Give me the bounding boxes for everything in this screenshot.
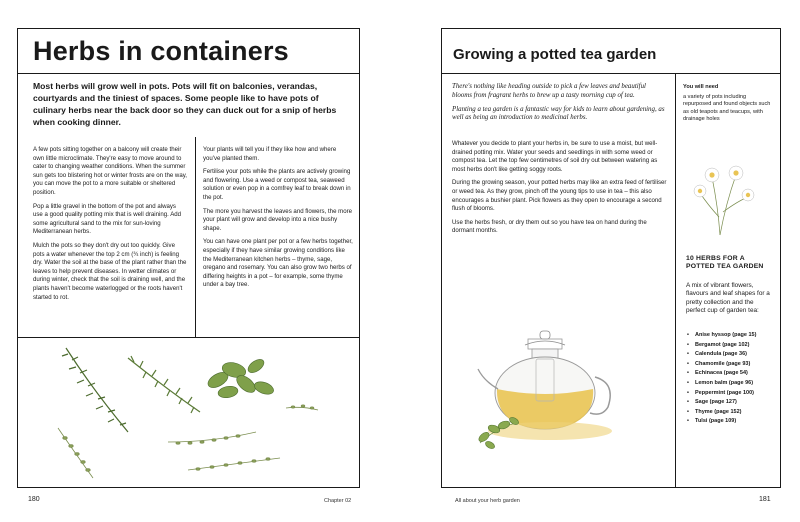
paragraph: The more you harvest the leaves and flowers, the more your plant will grow and develop into a nice bushy shape. bbox=[203, 207, 353, 232]
paragraph: Fertilise your pots while the plants are actively growing and flowering. Use a weed or compost tea, seaweed solution or even pop in a comfrey leaf to break down in the pot. bbox=[203, 168, 351, 201]
page-title: Herbs in containers bbox=[33, 36, 289, 66]
herb-list-item bbox=[687, 332, 777, 339]
bullet-icon: • bbox=[687, 418, 689, 425]
herb-list-item bbox=[687, 361, 777, 368]
paragraph: Use the herbs fresh, or dry them out so you have tea on hand during the dormant months. bbox=[452, 218, 647, 235]
herb-list-item-label: Lemon balm (page 96) bbox=[695, 379, 754, 386]
you-will-need-text: a variety of pots including repurposed and found objects such as old teapots and teacups, with drainage holes bbox=[683, 93, 771, 123]
herb-list-item bbox=[687, 409, 777, 416]
page-title: Growing a potted tea garden bbox=[453, 46, 657, 63]
herb-list-item-label: Echinacea (page 54) bbox=[695, 370, 748, 377]
paragraph: A few pots sitting together on a balcony will create their own little microclimate. They're easy to move around to cater to changing weather conditions. When the summer sun gets too blistering hot or winter frosts are on the way, you can move the pot to a more suitable or sheltered position. bbox=[33, 146, 188, 196]
paragraph: During the growing season, your potted herbs may like an extra feed of fertiliser or weed tea. As they grow, pinch off the young tips to use in tea – this also encourages a bushier plant. Pick flowers as they open to encourage a second flush of blooms. bbox=[452, 179, 667, 213]
paragraph: Your plants will tell you if they like how and where you've planted them. bbox=[203, 146, 337, 162]
you-will-need-box bbox=[683, 84, 775, 124]
bullet-icon: • bbox=[687, 379, 689, 386]
paragraph: Mulch the pots so they don't dry out too quickly. Give pots a water whenever the top 2 cm (¾ inch) is feeling dry. Water the soil at the base of the plant rather than the leaves to help prevent diseases. In wetter climates or during winter, check that the soil is draining well, and the plants haven't become waterlogged or the roots haven't started to rot. bbox=[33, 241, 187, 301]
left-title-divider bbox=[17, 73, 360, 74]
right-page-number: 181 bbox=[759, 496, 771, 503]
herb-list-item-label: Chamomile (page 93) bbox=[695, 360, 751, 367]
intro-italic bbox=[452, 83, 667, 128]
paragraph: You can have one plant per pot or a few herbs together, especially if they have similar growing conditions like the Mediterranean kitchen herbs – thyme, sage, oregano and rosemary. You can also grow two herbs of differing heights in a pot – for example, some thyme under a bay tree. bbox=[203, 238, 353, 289]
sage-leaves bbox=[205, 357, 275, 399]
herb-list-item bbox=[687, 380, 777, 387]
bullet-icon: • bbox=[687, 360, 689, 367]
glass-teapot-illustration bbox=[470, 325, 670, 485]
herb-box-heading: 10 HERBS FOR A POTTED TEA GARDEN bbox=[686, 255, 764, 271]
bullet-icon: • bbox=[687, 370, 689, 377]
intro-paragraph: Most herbs will grow well in pots. Pots will fit on balconies, verandas, courtyards and the tiniest of spaces. Some people like to have pots of culinary herbs near the back door so they can duck out for a snip of herbs when cooking dinner. bbox=[33, 81, 337, 127]
paragraph: Pop a little gravel in the bottom of the pot and always use a good quality potting mix that is well draining. Add some agricultural sand to the mix for sun-loving Mediterranean herbs. bbox=[33, 202, 182, 236]
bullet-icon: • bbox=[687, 332, 689, 338]
herb-list-item bbox=[687, 390, 777, 397]
rosemary-sprig bbox=[128, 356, 200, 413]
herb-list-item bbox=[687, 399, 777, 406]
you-will-need-heading: You will need bbox=[683, 84, 719, 90]
herb-list-item-label: Calendula (page 36) bbox=[695, 351, 747, 358]
herb-box-text: A mix of vibrant flowers, flavours and leaf shapes for a pretty collection and the perfect cup of garden tea: bbox=[686, 282, 770, 315]
herb-list-item bbox=[687, 351, 777, 358]
bullet-icon: • bbox=[687, 408, 689, 415]
chamomile-illustration bbox=[690, 157, 760, 237]
right-body bbox=[452, 140, 667, 241]
chamomile-flower bbox=[694, 166, 754, 201]
bullet-icon: • bbox=[687, 399, 689, 406]
right-sidebar-divider bbox=[675, 73, 676, 488]
herb-list-item-label: Bergamot (page 102) bbox=[695, 341, 750, 348]
left-column-divider bbox=[195, 137, 196, 337]
right-title-divider bbox=[441, 73, 781, 74]
thyme-sprig bbox=[58, 405, 318, 478]
right-footer-section: All about your herb garden bbox=[455, 498, 520, 504]
left-column-1 bbox=[33, 146, 187, 307]
bullet-icon: • bbox=[687, 389, 689, 396]
herb-list-item bbox=[687, 342, 777, 349]
rosemary-sprig bbox=[62, 348, 128, 432]
paragraph: There's nothing like heading outside to pick a few leaves and beautiful blooms from fragrant herbs to brew up a tasty morning cup of tea. bbox=[452, 83, 646, 99]
bullet-icon: • bbox=[687, 341, 689, 348]
herb-list-item-label: Thyme (page 152) bbox=[695, 408, 742, 415]
paragraph: Whatever you decide to plant your herbs in, be sure to use a moist, but well-drained potting mix. Water your seeds and seedlings in with some weed or compost tea. Let the top few centimetres of soil dry out between watering as most herbs don't like getting soggy roots. bbox=[452, 140, 658, 173]
left-page-number: 180 bbox=[28, 496, 40, 503]
herb-sprigs-illustration bbox=[18, 340, 358, 486]
left-column-2 bbox=[203, 146, 353, 295]
herb-list-item bbox=[687, 370, 777, 377]
left-illustration-divider bbox=[17, 337, 360, 338]
herb-list-item-label: Peppermint (page 100) bbox=[695, 389, 754, 396]
herb-list-item-label: Tulsi (page 109) bbox=[695, 418, 737, 425]
herb-list-item bbox=[687, 418, 777, 425]
herb-list-item-label: Sage (page 127) bbox=[695, 399, 737, 406]
left-footer-chapter: Chapter 02 bbox=[324, 498, 352, 504]
bullet-icon: • bbox=[687, 351, 689, 358]
herb-list-item-label: Anise hyssop (page 15) bbox=[695, 332, 757, 338]
herb-list bbox=[687, 332, 777, 428]
paragraph: Planting a tea garden is a fantastic way for kids to learn about gardening, as well as being an introduction to medicinal herbs. bbox=[452, 105, 665, 122]
